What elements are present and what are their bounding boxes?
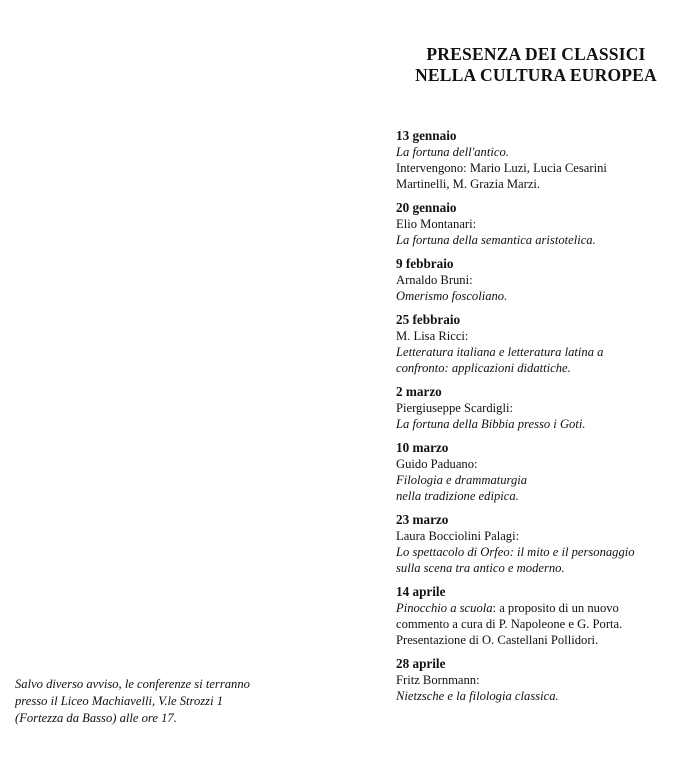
event-schedule <box>396 128 681 712</box>
event-line-segment: Pinocchio a scuola <box>396 601 493 615</box>
event-item <box>396 256 681 304</box>
event-line: Guido Paduano: <box>396 457 478 471</box>
event-line: Presentazione di O. Castellani Pollidori. <box>396 633 599 647</box>
event-line: Letteratura italiana e letteratura latina a <box>396 345 604 359</box>
event-line: Elio Montanari: <box>396 217 477 231</box>
event-line: La fortuna della semantica aristotelica. <box>396 233 596 247</box>
event-line: M. Lisa Ricci: <box>396 329 469 343</box>
event-date: 23 marzo <box>396 512 449 527</box>
event-line: Lo spettacolo di Orfeo: il mito e il personaggio <box>396 545 635 559</box>
event-line: Laura Bocciolini Palagi: <box>396 529 520 543</box>
event-line: La fortuna della Bibbia presso i Goti. <box>396 417 586 431</box>
event-line: commento a cura di P. Napoleone e G. Porta. <box>396 617 623 631</box>
event-item <box>396 512 681 576</box>
notice-line-2: presso il Liceo Machiavelli, V.le Strozzi 1 <box>15 694 224 708</box>
event-item <box>396 656 681 704</box>
event-line: Fritz Bornmann: <box>396 673 480 687</box>
event-date: 25 febbraio <box>396 312 461 327</box>
event-line <box>396 600 681 616</box>
event-line: nella tradizione edipica. <box>396 489 519 503</box>
event-date: 10 marzo <box>396 440 449 455</box>
page-title <box>395 44 677 86</box>
event-item <box>396 440 681 504</box>
event-line: Nietzsche e la filologia classica. <box>396 689 559 703</box>
event-item <box>396 584 681 648</box>
event-item <box>396 384 681 432</box>
event-line: sulla scena tra antico e moderno. <box>396 561 565 575</box>
event-item <box>396 200 681 248</box>
event-date: 28 aprile <box>396 656 446 671</box>
event-line: Martinelli, M. Grazia Marzi. <box>396 177 541 191</box>
event-item <box>396 312 681 376</box>
title-line-1: PRESENZA DEI CLASSICI <box>426 44 646 64</box>
event-date: 13 gennaio <box>396 128 457 143</box>
title-line-2: NELLA CULTURA EUROPEA <box>415 65 657 85</box>
event-line-segment: : a proposito di un nuovo <box>492 601 619 615</box>
event-date: 20 gennaio <box>396 200 457 215</box>
event-date: 9 febbraio <box>396 256 454 271</box>
event-date: 14 aprile <box>396 584 446 599</box>
event-line: Filologia e drammaturgia <box>396 473 528 487</box>
event-line: Intervengono: Mario Luzi, Lucia Cesarini <box>396 161 607 175</box>
event-line: Arnaldo Bruni: <box>396 273 473 287</box>
notice-line-3: (Fortezza da Basso) alle ore 17. <box>15 711 177 725</box>
event-item <box>396 128 681 192</box>
event-line: Piergiuseppe Scardigli: <box>396 401 513 415</box>
event-line: Omerismo foscoliano. <box>396 289 508 303</box>
event-line: confronto: applicazioni didattiche. <box>396 361 571 375</box>
venue-notice <box>15 676 335 727</box>
event-line: La fortuna dell'antico. <box>396 145 509 159</box>
notice-line-1: Salvo diverso avviso, le conferenze si terranno <box>15 677 250 691</box>
event-date: 2 marzo <box>396 384 442 399</box>
